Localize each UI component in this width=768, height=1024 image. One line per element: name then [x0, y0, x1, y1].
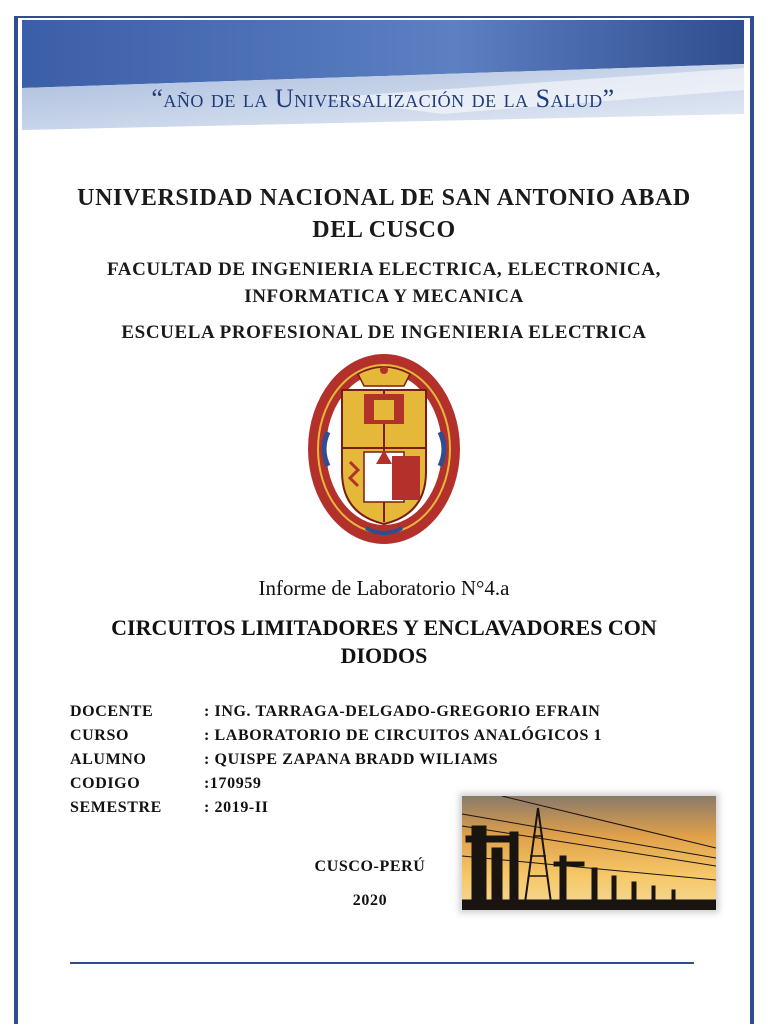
university-seal [306, 352, 462, 546]
info-value: : 2019-II [204, 799, 269, 816]
info-row-codigo [70, 772, 602, 796]
year: 2020 [352, 892, 388, 909]
motto: “año de la Universalización de la Salud” [151, 84, 615, 113]
faculty-name: FACULTAD DE INGENIERIA ELECTRICA, ELECTRONICA, INFORMATICA Y MECANICA [106, 259, 662, 307]
report-title: CIRCUITOS LIMITADORES Y ENCLAVADORES CON DIODOS [111, 615, 657, 668]
info-value: : ING. TARRAGA-DELGADO-GREGORIO EFRAIN [204, 703, 601, 720]
footer-divider [70, 962, 694, 964]
info-row-alumno [70, 748, 602, 772]
info-value: : LABORATORIO DE CIRCUITOS ANALÓGICOS 1 [204, 727, 603, 744]
power-substation-photo [462, 796, 716, 910]
header-banner [22, 18, 744, 138]
info-label: CURSO [70, 727, 130, 744]
info-value: : QUISPE ZAPANA BRADD WILIAMS [204, 751, 499, 768]
info-row-curso [70, 724, 602, 748]
info-value: :170959 [204, 775, 262, 792]
info-label: ALUMNO [70, 751, 147, 768]
info-label: SEMESTRE [70, 799, 162, 816]
city: CUSCO-PERÚ [314, 858, 426, 875]
school-name: ESCUELA PROFESIONAL DE INGENIERIA ELECTRICA [121, 322, 647, 343]
university-name: UNIVERSIDAD NACIONAL DE SAN ANTONIO ABAD DEL CUSCO [77, 185, 691, 243]
info-label: DOCENTE [70, 703, 154, 720]
info-row-docente [70, 700, 602, 724]
info-label: CODIGO [70, 775, 141, 792]
report-label: Informe de Laboratorio N°4.a [258, 576, 510, 600]
